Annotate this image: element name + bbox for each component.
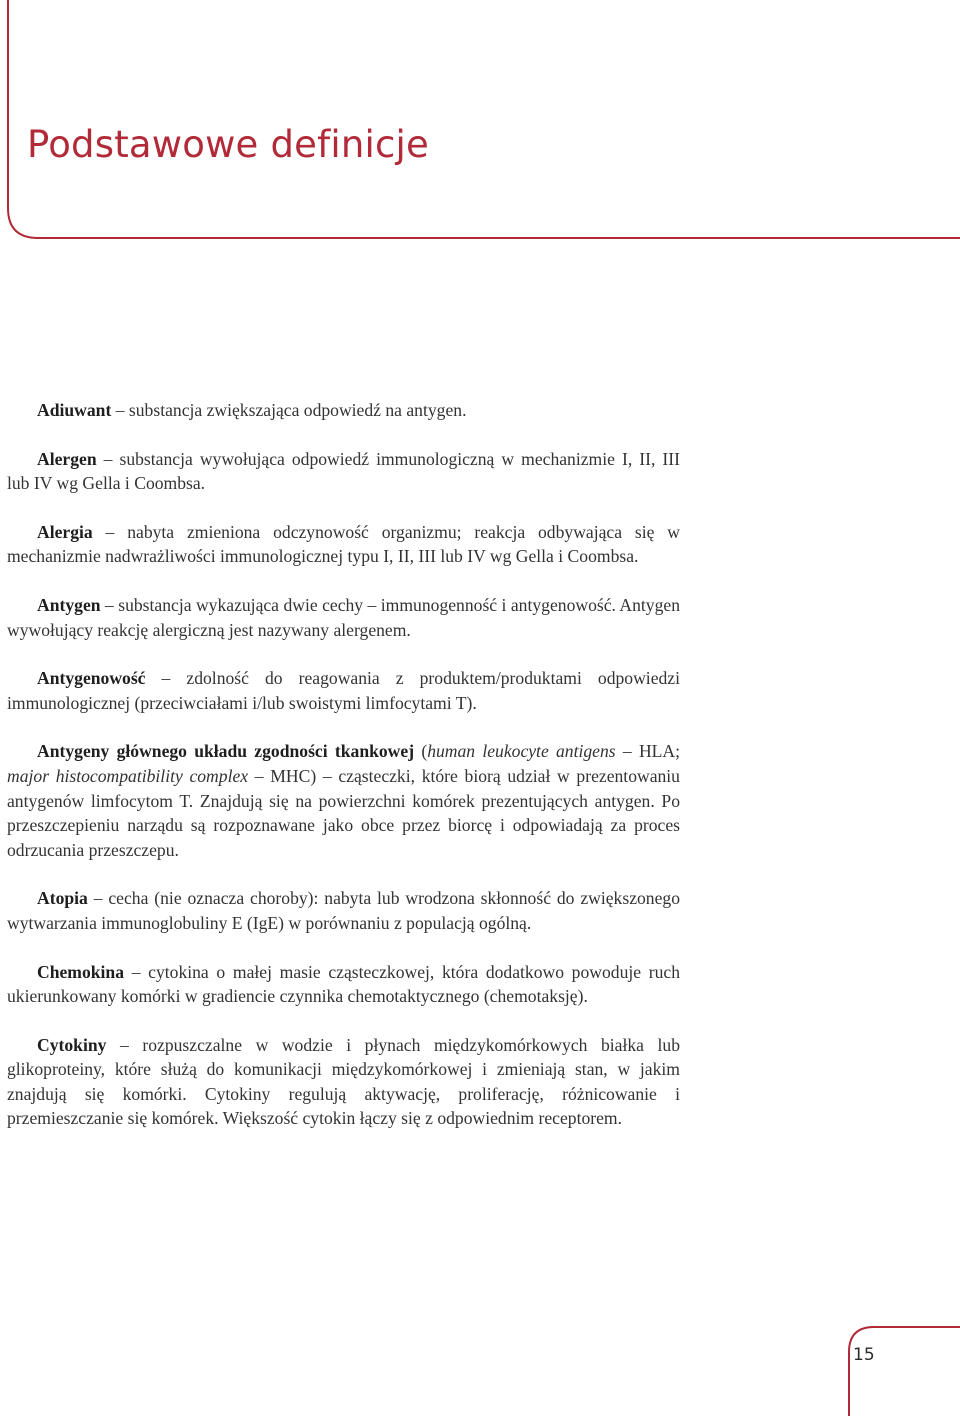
chapter-title: Podstawowe definicje [27, 123, 429, 166]
definition-text: – nabyta zmieniona odczynowość organizmu; reakcja odbywająca się w mechanizmie nadwrażliwości immunologicznej typu I, II, III lub IV wg Gella i Coombsa. [7, 521, 680, 567]
definition-alergia [7, 520, 680, 569]
definition-text: – rozpuszczalne w wodzie i płynach międzykomórkowych białka lub glikoproteiny, które służą do komunikacji międzykomórkowej i zmieniają stan, w jakim znajdują się komórki. Cytokiny regulują aktywację, proliferację, różnicowanie i przemieszczanie się komórek. Większość cytokin łączy się z odpowiednim receptorem. [7, 1034, 680, 1129]
definition-adiuwant [7, 398, 680, 423]
definition-text-part: ( [414, 741, 428, 762]
definition-term: Alergia [37, 521, 93, 542]
definition-chemokina [7, 960, 680, 1009]
definition-term: Antygeny głównego układu zgodności tkankowej [37, 741, 415, 762]
definition-term: Cytokiny [37, 1034, 107, 1055]
definition-antygenowosc [7, 666, 680, 715]
definition-alergen [7, 447, 680, 496]
definition-antygeny-hla [7, 739, 680, 862]
definition-cytokiny [7, 1033, 680, 1131]
definition-term: Atopia [37, 888, 88, 909]
definition-term: Alergen [37, 448, 97, 469]
page-number: 15 [853, 1345, 875, 1365]
definition-text: – zdolność do reagowania z produktem/produktami odpowiedzi immunologicznej (przeciwciałami i/lub swoistymi limfocytami T). [7, 668, 680, 713]
definitions-list [7, 398, 680, 1155]
definition-text: – cytokina o małej masie cząsteczkowej, która dodatkowo powoduje ruch ukierunkowany komórki w gradiencie czynnika chemotaktycznego (chemotaksję). [7, 961, 680, 1007]
definition-italic-term: human leukocyte antigens [427, 741, 616, 762]
definition-italic-term: major histocompatibility complex [7, 765, 249, 786]
definition-text: – cecha (nie oznacza choroby): nabyta lub wrodzona skłonność do zwiększonego wytwarzania immunoglobuliny E (IgE) w porównaniu z populacją ogólną. [7, 888, 680, 933]
definition-atopia [7, 886, 680, 935]
definition-text: – substancja wywołująca odpowiedź immunologiczną w mechanizmie I, II, III lub IV wg Gella i Coombsa. [7, 448, 680, 494]
definition-term: Antygenowość [37, 668, 146, 689]
definition-text-part: – MHC) – cząsteczki, które biorą udział w prezentowaniu antygenów limfocytom T. Znajdują się na powierzchni komórek prezentujących antygen. Po przeszczepieniu narządu są rozpoznawane jako obce przez biorcę i odpowiadają za proces odrzucania przeszczepu. [7, 765, 680, 860]
definition-text: – substancja zwiększająca odpowiedź na antygen. [111, 400, 467, 420]
definition-term: Chemokina [37, 961, 125, 982]
definition-antygen [7, 593, 680, 642]
definition-text-part: – HLA; [615, 741, 680, 762]
definition-term: Antygen [37, 594, 101, 615]
definition-term: Adiuwant [37, 400, 112, 420]
definition-text: – substancja wykazująca dwie cechy – immunogenność i antygenowość. Antygen wywołujący reakcję alergiczną jest nazywany alergenem. [7, 594, 680, 640]
